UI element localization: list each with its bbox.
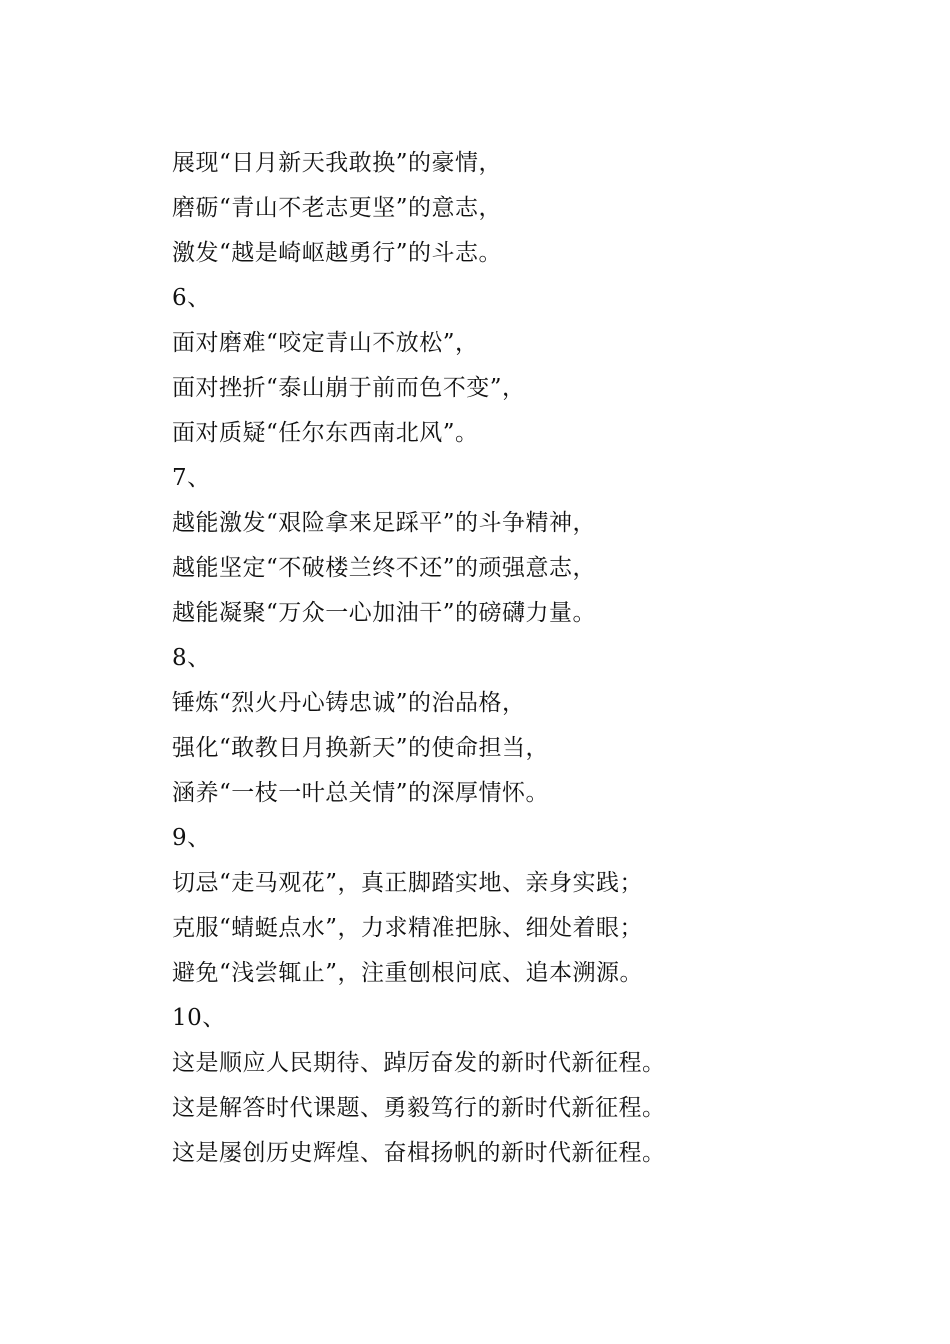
text-line: 展现“日月新天我敢换”的豪情， [172, 150, 503, 176]
section-number: 7、 [172, 465, 211, 491]
text-line: 面对磨难“咬定青山不放松”， [172, 330, 479, 356]
text-line: 切忌“走马观花”，真正脚踏实地、亲身实践； [172, 870, 644, 896]
document-body [172, 141, 892, 1176]
text-line: 强化“敢教日月换新天”的使命担当， [172, 735, 550, 761]
text-line: 越能激发“艰险拿来足踩平”的斗争精神， [172, 510, 597, 536]
text-line: 激发“越是崎岖越勇行”的斗志。 [172, 240, 503, 266]
section-number: 6、 [172, 285, 211, 311]
text-line: 克服“蜻蜓点水”，力求精准把脉、细处着眼； [172, 915, 644, 941]
text-line: 避免“浅尝辄止”，注重刨根问底、追本溯源。 [172, 960, 644, 986]
text-line: 面对质疑“任尔东西南北风”。 [172, 420, 479, 446]
section-number: 9、 [172, 825, 211, 851]
text-line: 锤炼“烈火丹心铸忠诚”的治品格， [172, 690, 526, 716]
text-line: 涵养“一枝一叶总关情”的深厚情怀。 [172, 780, 550, 806]
text-line: 越能坚定“不破楼兰终不还”的顽强意志， [172, 555, 597, 581]
text-line: 越能凝聚“万众一心加油干”的磅礴力量。 [172, 600, 597, 626]
text-line: 这是解答时代课题、勇毅笃行的新时代新征程。 [172, 1095, 666, 1121]
text-line: 这是屡创历史辉煌、奋楫扬帆的新时代新征程。 [172, 1140, 666, 1166]
section-number: 8、 [172, 645, 211, 671]
section-number: 10、 [172, 1005, 226, 1031]
text-line: 这是顺应人民期待、踔厉奋发的新时代新征程。 [172, 1050, 666, 1076]
text-line: 面对挫折“泰山崩于前而色不变”， [172, 375, 526, 401]
text-line: 磨砺“青山不老志更坚”的意志， [172, 195, 503, 221]
